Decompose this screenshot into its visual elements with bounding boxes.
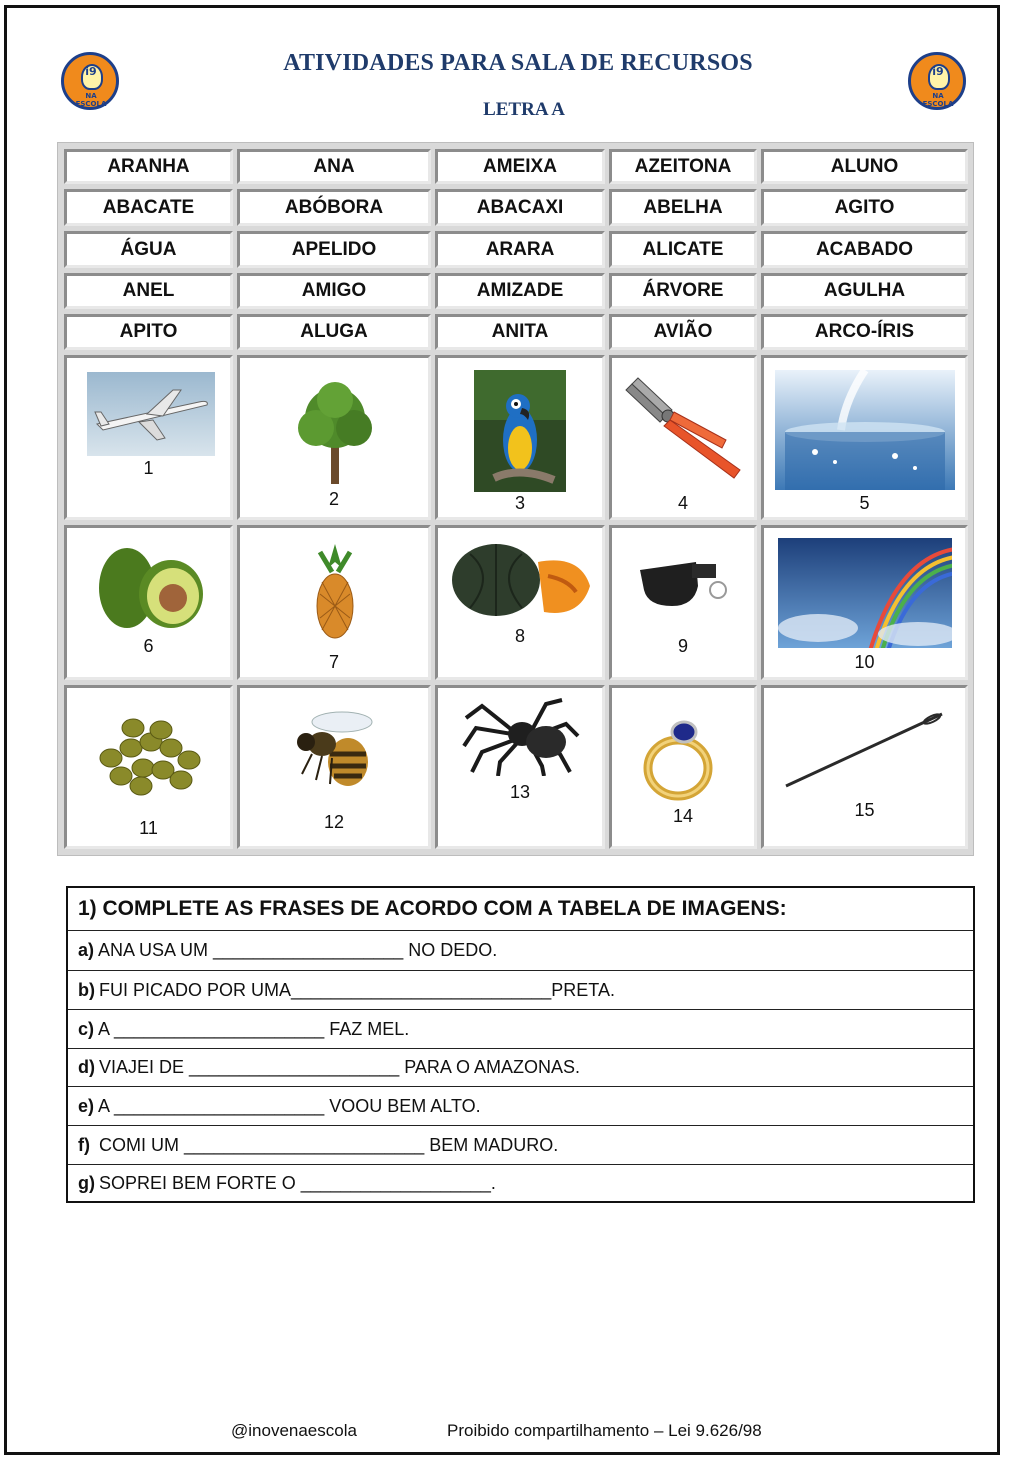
word-cell: ALUGA [237, 314, 431, 350]
page-title: ATIVIDADES PARA SALA DE RECURSOS [283, 50, 753, 76]
word-cell: AMEIXA [435, 149, 605, 184]
needle-icon [782, 710, 948, 790]
avocado-icon [95, 540, 207, 632]
item-text: ANA USA UM ___________________ NO DEDO. [98, 940, 498, 960]
word-cell: ANITA [435, 314, 605, 350]
exercise-item[interactable] [68, 1048, 973, 1086]
word-cell: AVIÃO [609, 314, 757, 350]
picture-cell [435, 525, 605, 680]
footer-copyright-note: Proibido compartilhamento – Lei 9.626/98 [447, 1421, 762, 1440]
word-cell: ARARA [435, 231, 605, 268]
picture-number: 2 [328, 489, 339, 509]
word-cell: ALICATE [609, 231, 757, 268]
picture-number: 10 [854, 652, 875, 672]
exercise-table [66, 886, 975, 1203]
rainbow-icon [778, 538, 952, 648]
picture-number: 15 [854, 800, 875, 820]
picture-cell [609, 685, 757, 849]
pumpkin-icon [450, 536, 596, 622]
exercise-item[interactable] [68, 1009, 973, 1048]
picture-cell [609, 355, 757, 520]
picture-number: 6 [143, 636, 154, 656]
item-letter: f) [78, 1134, 90, 1155]
logo-number: i9 [932, 65, 944, 78]
word-cell: ABACATE [64, 189, 233, 226]
picture-cell [237, 355, 431, 520]
word-picture-table [57, 142, 974, 856]
word-cell: ACABADO [761, 231, 968, 268]
item-letter: g) [78, 1172, 95, 1193]
picture-cell [761, 355, 968, 520]
item-text: SOPREI BEM FORTE O ___________________. [99, 1172, 496, 1193]
word-cell: ANA [237, 149, 431, 184]
picture-number: 1 [143, 458, 154, 478]
footer-handle: @inovenaescola [231, 1421, 357, 1440]
picture-cell [761, 525, 968, 680]
ring-icon [640, 712, 728, 802]
picture-cell [237, 685, 431, 849]
exercise-item[interactable] [68, 930, 973, 970]
word-cell: AMIZADE [435, 273, 605, 309]
item-text: FUI PICADO POR UMA__________________________PRETA. [99, 979, 615, 1000]
picture-cell [435, 685, 605, 849]
item-text: VIAJEI DE _____________________ PARA O AMAZONAS. [99, 1057, 580, 1077]
exercise-item[interactable] [68, 1164, 973, 1201]
item-text: A _____________________ VOOU BEM ALTO. [98, 1095, 481, 1116]
picture-cell [64, 355, 233, 520]
picture-number: 13 [509, 782, 531, 802]
word-cell: AZEITONA [609, 149, 757, 184]
exercise-item[interactable] [68, 1125, 973, 1164]
word-cell: ABELHA [609, 189, 757, 226]
picture-cell [64, 685, 233, 849]
word-cell: AGITO [761, 189, 968, 226]
item-text: COMI UM ________________________ BEM MADURO. [94, 1134, 559, 1155]
word-cell: ARCO-ÍRIS [761, 314, 968, 350]
item-letter: c) [78, 1018, 95, 1039]
tree-icon [290, 380, 380, 486]
picture-number: 3 [514, 493, 525, 513]
word-cell: ABÓBORA [237, 189, 431, 226]
bee-icon [282, 708, 382, 792]
exercise-item[interactable] [68, 970, 973, 1009]
item-letter: a) [78, 940, 95, 960]
logo-ring-text: NA ESCOLA [922, 92, 954, 108]
item-letter: d) [78, 1057, 95, 1077]
olives-icon [97, 718, 203, 796]
picture-number: 5 [859, 493, 870, 513]
word-cell: ANEL [64, 273, 233, 309]
item-letter: b) [78, 979, 95, 1000]
word-cell: ALUNO [761, 149, 968, 184]
whistle-icon [634, 556, 730, 612]
picture-cell [435, 355, 605, 520]
word-cell: AGULHA [761, 273, 968, 309]
word-cell: ABACAXI [435, 189, 605, 226]
picture-number: 14 [672, 806, 694, 826]
word-cell: ÁGUA [64, 231, 233, 268]
page-subtitle: LETRA A [483, 99, 565, 120]
exercise-item[interactable] [68, 1086, 973, 1125]
logo-number: i9 [85, 65, 97, 78]
airplane-icon [87, 372, 215, 456]
item-letter: e) [78, 1095, 95, 1116]
picture-number: 8 [514, 626, 525, 646]
picture-number: 4 [677, 493, 688, 513]
word-cell: ÁRVORE [609, 273, 757, 309]
exercise-heading: 1) COMPLETE AS FRASES DE ACORDO COM A TABELA DE IMAGENS: [78, 897, 787, 920]
picture-cell [237, 525, 431, 680]
water-glass-icon [775, 370, 955, 490]
picture-cell [761, 685, 968, 849]
picture-number: 7 [328, 652, 339, 672]
pliers-icon [622, 374, 746, 484]
pineapple-icon [310, 544, 360, 642]
macaw-icon [474, 370, 566, 492]
picture-cell [64, 525, 233, 680]
picture-number: 9 [677, 636, 688, 656]
word-cell: APITO [64, 314, 233, 350]
spider-icon [462, 696, 580, 776]
item-text: A _____________________ FAZ MEL. [98, 1018, 410, 1039]
logo-ring-text: NA ESCOLA [75, 92, 107, 108]
word-cell: APELIDO [237, 231, 431, 268]
picture-number: 11 [139, 818, 158, 838]
picture-number: 12 [323, 812, 345, 832]
word-cell: AMIGO [237, 273, 431, 309]
word-cell: ARANHA [64, 149, 233, 184]
picture-cell [609, 525, 757, 680]
